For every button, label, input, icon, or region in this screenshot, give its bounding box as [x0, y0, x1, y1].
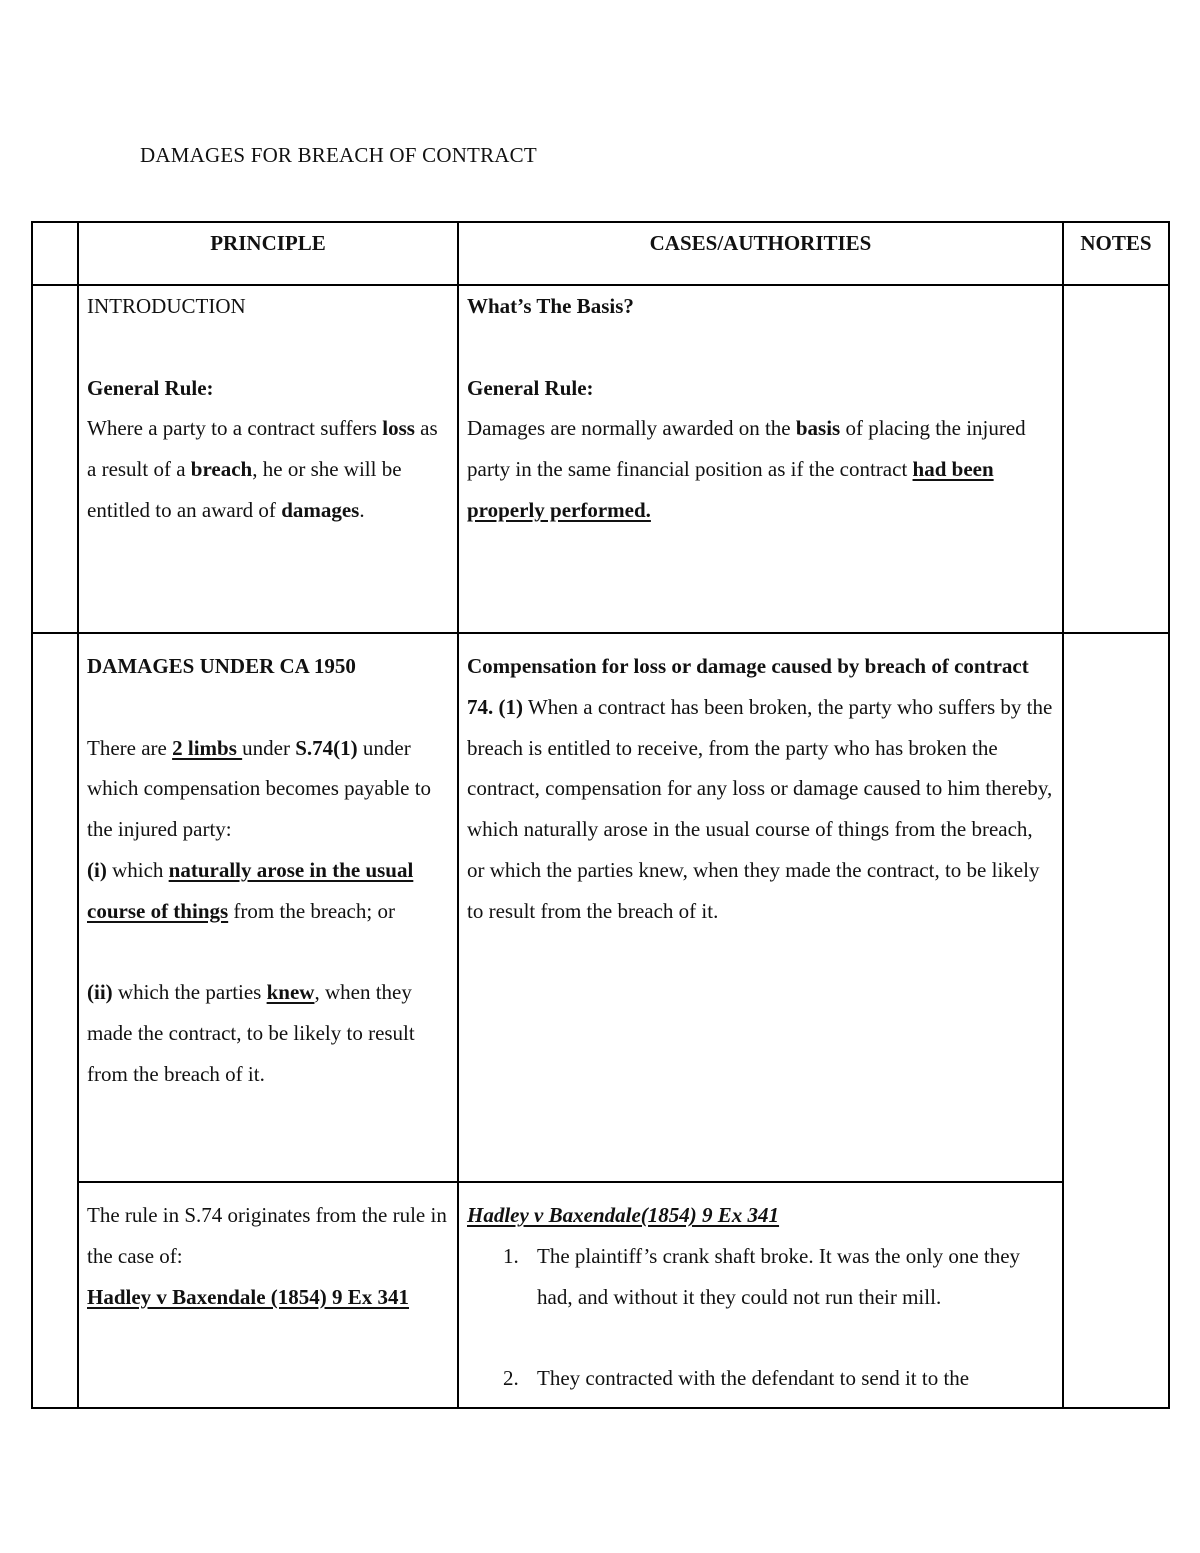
header-blank: [32, 222, 78, 285]
principle-cell: [78, 1182, 458, 1408]
principle-text: Where a party to a contract suffers loss as a result of a breach, he or she will be entitled to an award of damages.: [87, 416, 438, 522]
case-heading: Hadley v Baxendale(1854) 9 Ex 341: [467, 1203, 780, 1227]
cases-cell: [458, 285, 1063, 633]
principle-limb-two: (ii) which the parties knew, when they made the contract, to be likely to result from the breach of it.: [87, 980, 415, 1086]
principle-heading: DAMAGES UNDER CA 1950: [87, 654, 356, 678]
damages-table: [31, 221, 1170, 1409]
header-cases: CASES/AUTHORITIES: [458, 222, 1063, 285]
principle-cell: [78, 633, 458, 1182]
case-facts-list: [467, 1236, 1054, 1399]
list-item: 1. The plaintiff’s crank shaft broke. It was the only one they had, and without it they could not run their mill.: [503, 1243, 1021, 1309]
notes-cell: [1063, 285, 1169, 633]
principle-cell: [78, 285, 458, 633]
general-rule-label: General Rule:: [467, 375, 594, 400]
principle-heading: INTRODUCTION: [87, 294, 246, 318]
principle-text: There are 2 limbs under S.74(1) under which compensation becomes payable to the injured party: (i) which naturally arose in the usual course of things from the breach; or: [87, 735, 432, 923]
row-index-cell: [32, 633, 78, 1408]
document-title: DAMAGES FOR BREACH OF CONTRACT: [140, 143, 537, 167]
cases-cell: [458, 1182, 1063, 1408]
table-row-hadley: [32, 1182, 1169, 1408]
cases-text: Damages are normally awarded on the basis of placing the injured party in the same financial position as if the contract had been properly performed.: [467, 416, 1026, 522]
header-notes: NOTES: [1063, 222, 1169, 285]
header-principle: PRINCIPLE: [78, 222, 458, 285]
table-row-ca1950: [32, 633, 1169, 1182]
notes-cell: [1063, 633, 1169, 1408]
row-index-cell: [32, 285, 78, 633]
cases-heading: What’s The Basis?: [467, 294, 634, 318]
general-rule-label: General Rule:: [87, 375, 214, 400]
section-74-text: 74. (1) When a contract has been broken, the party who suffers by the breach is entitled to receive, from the party who has broken the contract, compensation for any loss or damage caused to him thereby, which naturally arose in the usual course of things from the breach, or which the parties knew, when they made the contract, to be likely to result from the breach of it.: [467, 694, 1053, 923]
principle-text: The rule in S.74 originates from the rule in the case of: Hadley v Baxendale (1854) 9 Ex 341: [87, 1203, 447, 1309]
list-item: 2. They contracted with the defendant to send it to the: [503, 1366, 970, 1391]
cases-cell: [458, 633, 1063, 1182]
table-row-introduction: [32, 285, 1169, 633]
cases-heading: Compensation for loss or damage caused by breach of contract: [467, 654, 1029, 678]
case-citation: Hadley v Baxendale (1854) 9 Ex 341: [87, 1284, 410, 1309]
table-header-row: [32, 222, 1169, 285]
